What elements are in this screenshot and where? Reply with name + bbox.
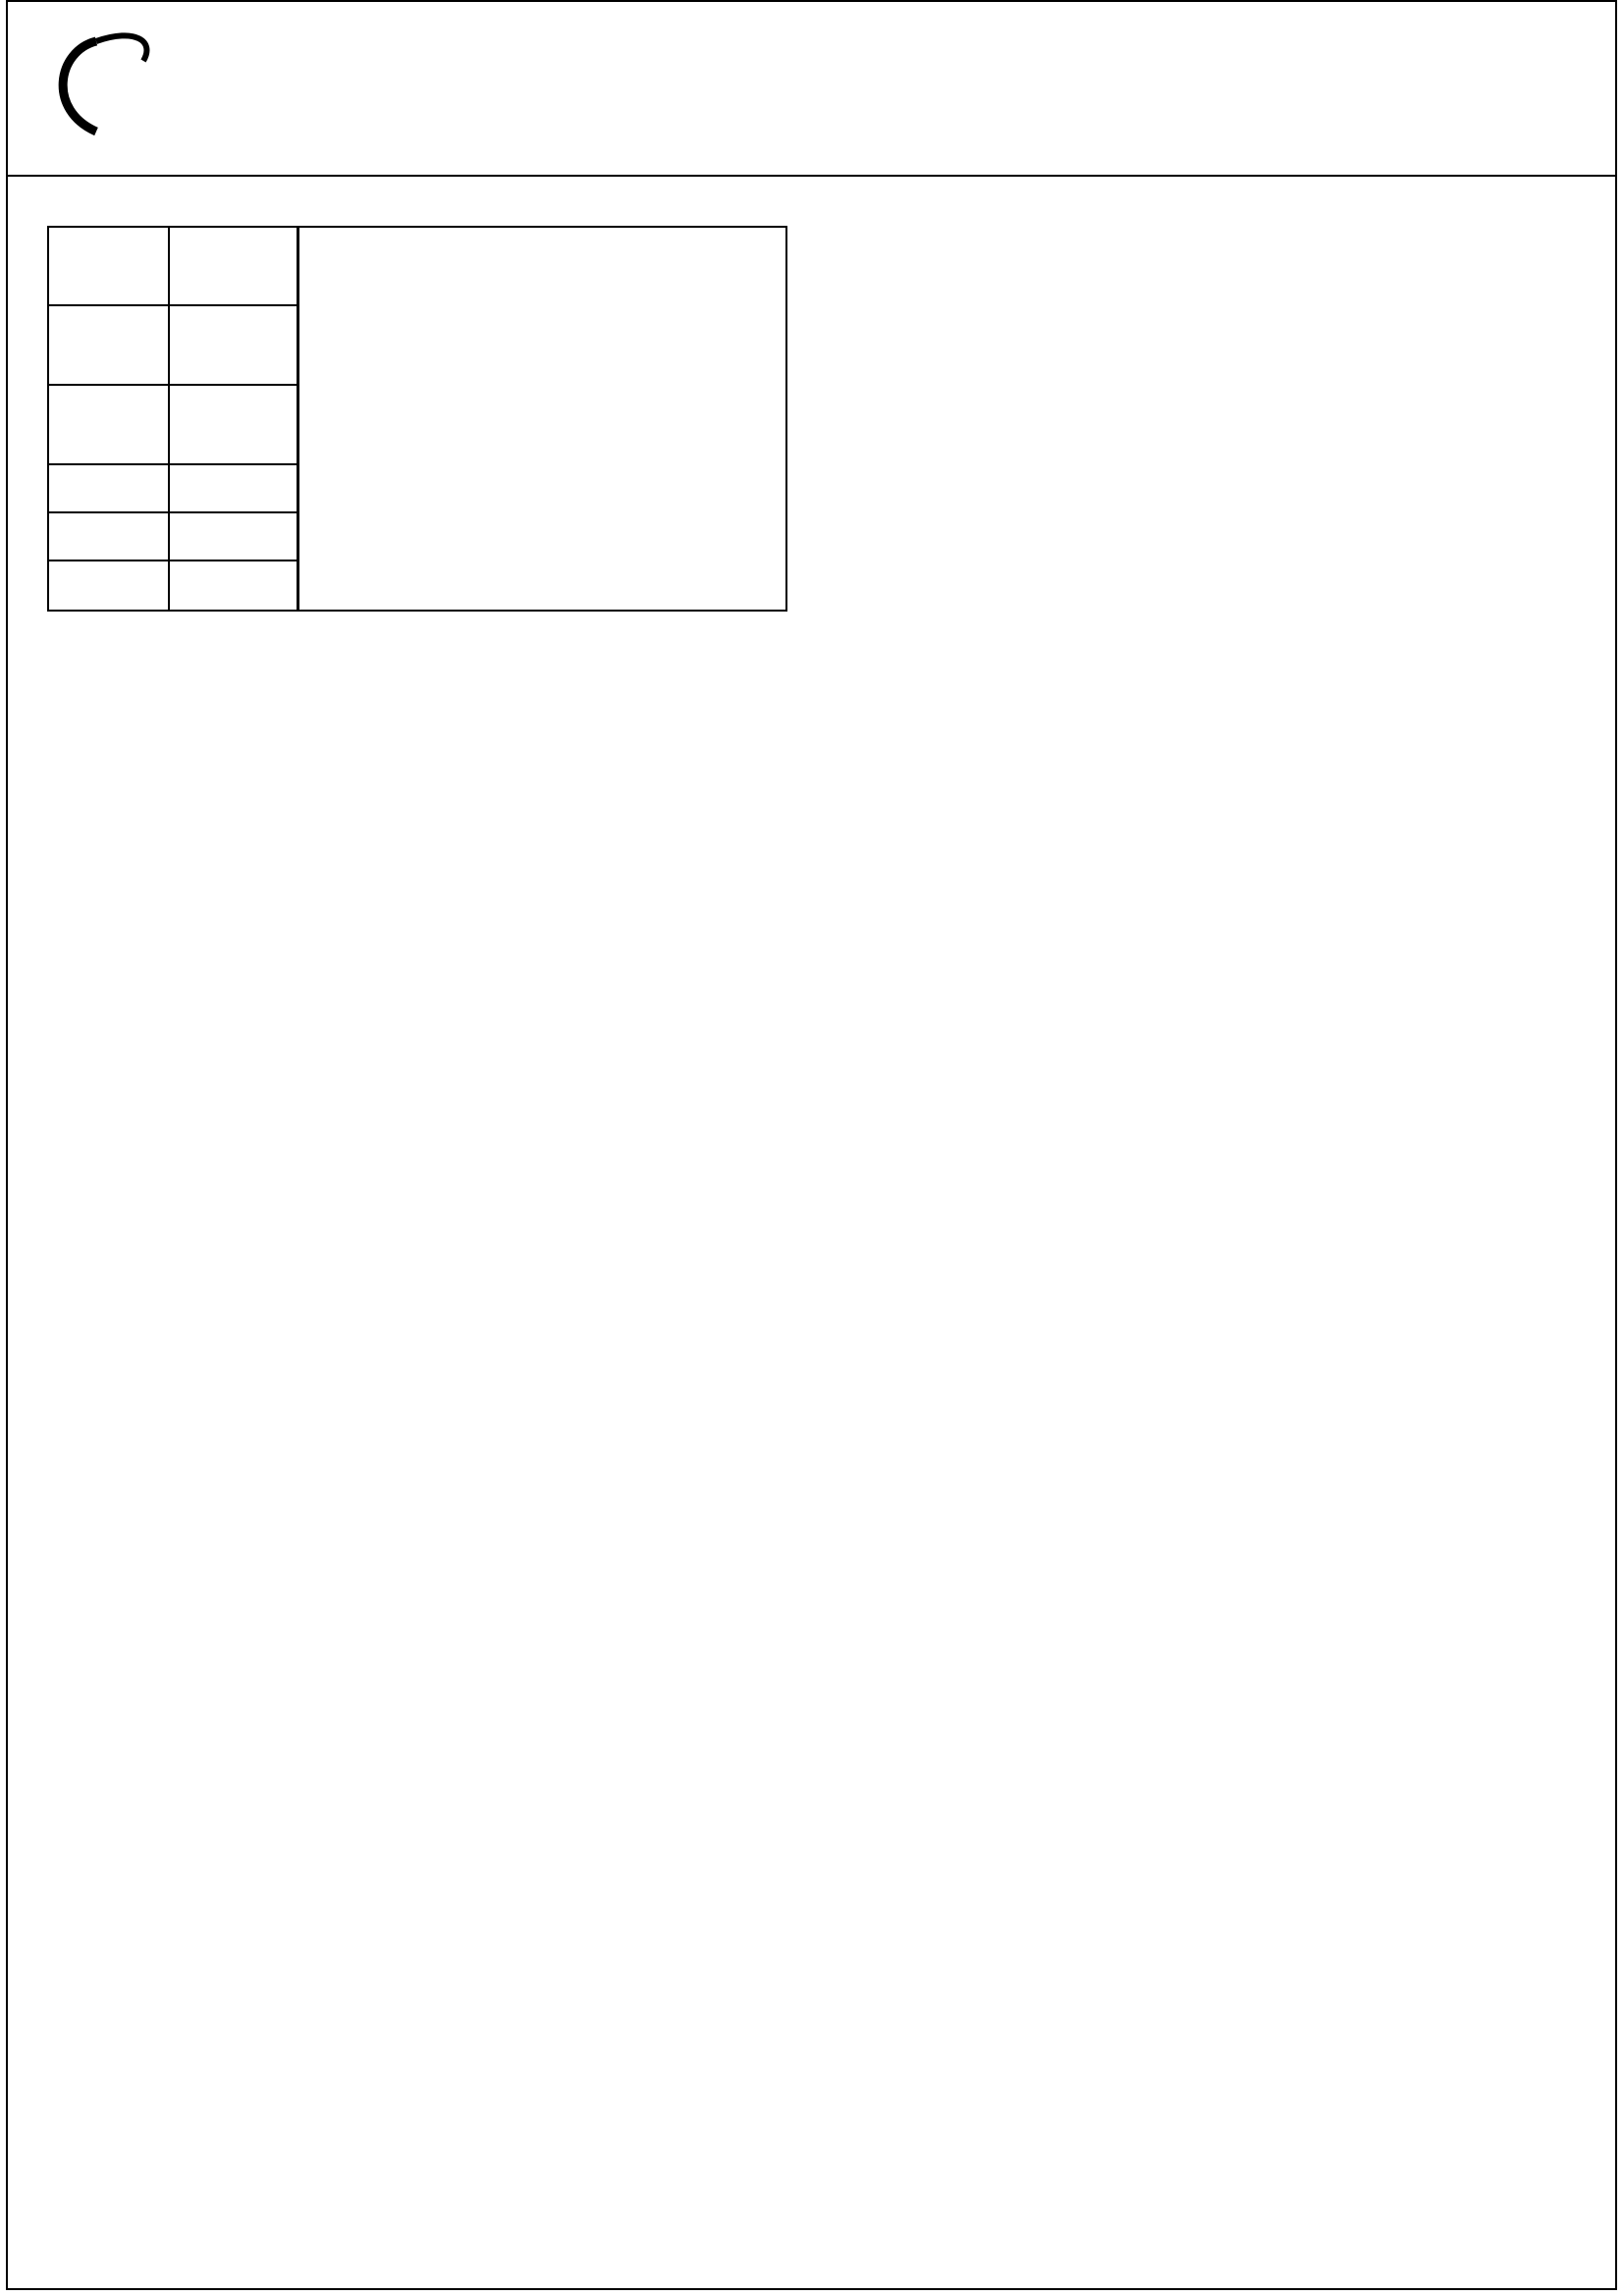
weight-value xyxy=(169,464,298,512)
profile-card xyxy=(47,226,787,612)
thickness-value xyxy=(49,561,169,610)
thickness-value xyxy=(49,464,169,512)
weight-value xyxy=(169,512,298,561)
weight-value xyxy=(169,561,298,610)
spec-table xyxy=(49,228,299,610)
logo-swoosh-icon xyxy=(27,22,283,149)
dwg-number xyxy=(169,228,298,305)
thickness-value xyxy=(49,512,169,561)
header-divider xyxy=(6,175,1617,177)
logo xyxy=(27,22,283,149)
section-drawing xyxy=(297,228,787,610)
profile-name xyxy=(169,305,298,385)
